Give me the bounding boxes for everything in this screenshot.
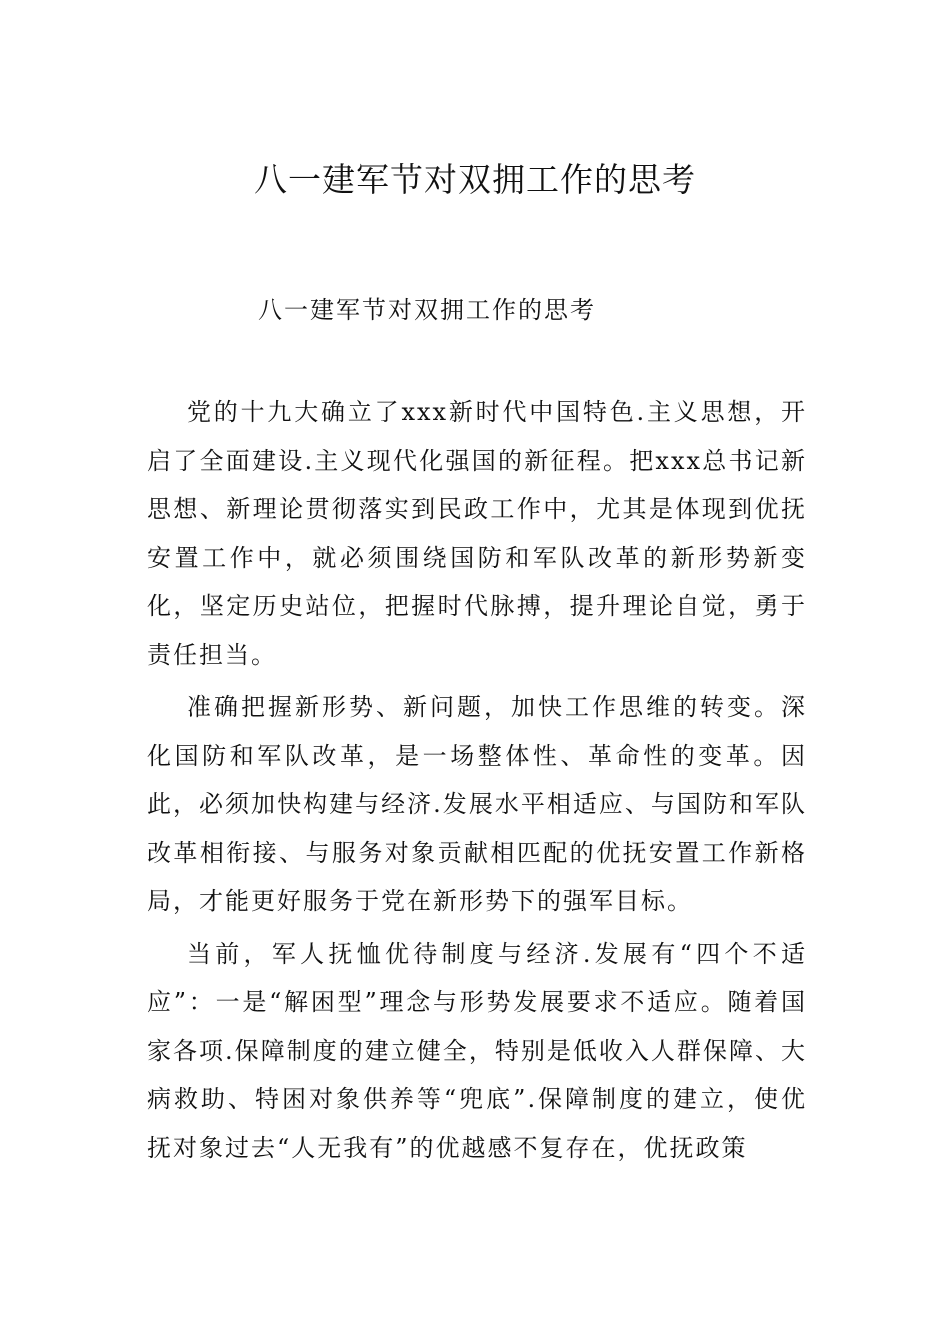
paragraph-2: 准确把握新形势、新问题，加快工作思维的转变。深化国防和军队改革，是一场整体性、革命性的变革。因此，必须加快构建与经济.发展水平相适应、与国防和军队改革相衔接、与服务对象贡献相匹配的优抚安置工作新格局，才能更好服务于党在新形势下的强军目标。 bbox=[147, 693, 807, 915]
paragraph-1: 党的十九大确立了xxx新时代中国特色.主义思想，开启了全面建设.主义现代化强国的新征程。把xxx总书记新思想、新理论贯彻落实到民政工作中，尤其是体现到优抚安置工作中，就必须围绕国防和军队改革的新形势新变化，坚定历史站位，把握时代脉搏，提升理论自觉，勇于责任担当。 bbox=[147, 398, 807, 669]
document-body bbox=[147, 388, 807, 1176]
document-subtitle: 八一建军节对双拥工作的思考 bbox=[258, 296, 596, 324]
document-title: 八一建军节对双拥工作的思考 bbox=[254, 160, 696, 199]
paragraph-3: 当前，军人抚恤优待制度与经济.发展有“四个不适应”：一是“解困型”理念与形势发展要求不适应。随着国家各项.保障制度的建立健全，特别是低收入人群保障、大病救助、特困对象供养等“兜底”.保障制度的建立，使优抚对象过去“人无我有”的优越感不复存在，优抚政策 bbox=[147, 939, 807, 1162]
